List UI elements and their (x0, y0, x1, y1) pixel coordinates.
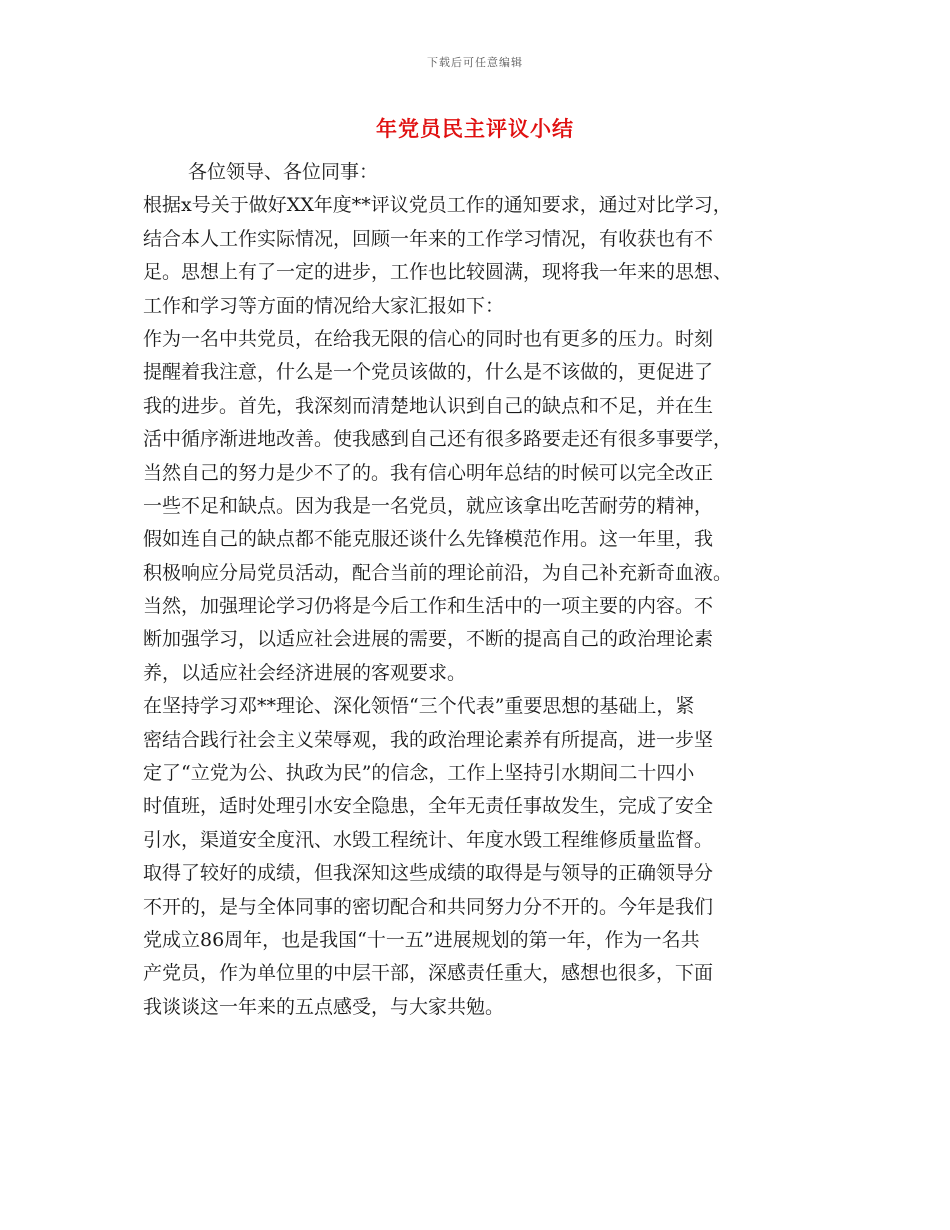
body-line: 在坚持学习邓**理论、深化领悟“三个代表”重要思想的基础上，紧 (143, 695, 695, 718)
document-body (143, 156, 813, 1024)
body-line: 结合本人工作实际情况，回顾一年来的工作学习情况，有收获也有不 (143, 227, 714, 250)
body-line: 作为一名中共党员，在给我无限的信心的同时也有更多的压力。时刻 (143, 327, 714, 350)
body-line: 一些不足和缺点。因为我是一名党员，就应该拿出吃苦耐劳的精神， (143, 494, 714, 517)
body-line: 养，以适应社会经济进展的客观要求。 (143, 661, 467, 684)
body-line: 断加强学习，以适应社会进展的需要，不断的提高自己的政治理论素 (143, 628, 714, 651)
body-line: 产党员，作为单位里的中层干部，深感责任重大，感想也很多，下面 (143, 962, 714, 985)
body-line: 我谈谈这一年来的五点感受，与大家共勉。 (143, 995, 505, 1018)
body-line: 假如连自己的缺点都不能克服还谈什么先锋模范作用。这一年里，我 (143, 528, 714, 551)
body-line: 提醒着我注意，什么是一个党员该做的，什么是不该做的，更促进了 (143, 361, 714, 384)
body-line: 当然，加强理论学习仍将是今后工作和生活中的一项主要的内容。不 (143, 595, 714, 618)
body-line: 工作和学习等方面的情况给大家汇报如下： (143, 294, 505, 317)
body-line: 积极响应分局党员活动，配合当前的理论前沿，为自己补充新奇血液。 (143, 561, 733, 584)
page-header-note: 下载后可任意编辑 (427, 56, 523, 69)
body-line: 足。思想上有了一定的进步，工作也比较圆满，现将我一年来的思想、 (143, 261, 733, 284)
body-line: 活中循序渐进地改善。使我感到自己还有很多路要走还有很多事要学， (143, 428, 733, 451)
body-line: 各位领导、各位同事： (188, 161, 379, 183)
body-line: 不开的，是与全体同事的密切配合和共同努力分不开的。今年是我们 (143, 895, 714, 918)
body-line: 当然自己的努力是少不了的。我有信心明年总结的时候可以完全改正 (143, 461, 714, 484)
body-line: 引水，渠道安全度汛、水毁工程统计、年度水毁工程维修质量监督。 (143, 828, 714, 851)
body-line: 党成立86周年，也是我国“十一五”进展规划的第一年，作为一名共 (143, 928, 700, 951)
body-line: 密结合践行社会主义荣辱观，我的政治理论素养有所提高，进一步坚 (143, 728, 714, 751)
body-line: 定了“立党为公、执政为民”的信念，工作上坚持引水期间二十四小 (143, 762, 695, 785)
document-title: 年党员民主评议小结 (376, 116, 574, 141)
body-line: 取得了较好的成绩，但我深知这些成绩的取得是与领导的正确领导分 (143, 862, 714, 885)
body-line: 根据x号关于做好XX年度**评议党员工作的通知要求，通过对比学习， (143, 194, 732, 217)
body-line: 时值班，适时处理引水安全隐患，全年无责任事故发生，完成了安全 (143, 795, 714, 818)
body-line: 我的进步。首先，我深刻而清楚地认识到自己的缺点和不足，并在生 (143, 394, 714, 417)
